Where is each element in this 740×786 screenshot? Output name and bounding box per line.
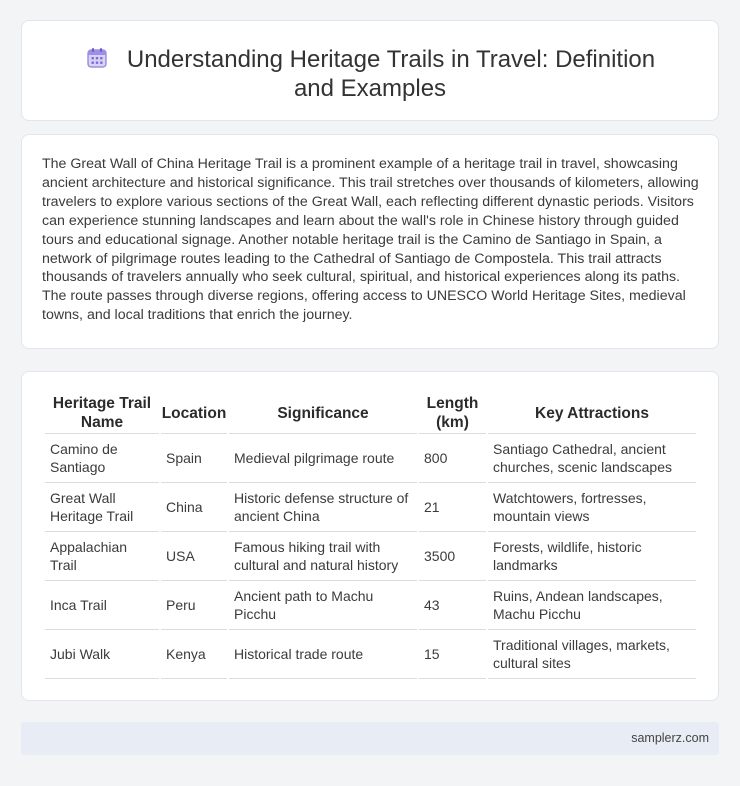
table-cell: Camino de Santiago (45, 434, 159, 483)
table-cell: Historic defense structure of ancient China (229, 483, 417, 532)
table-cell: Spain (161, 434, 227, 483)
table-header-row (45, 393, 696, 434)
table-cell: Historical trade route (229, 630, 417, 679)
table-cell: 3500 (419, 532, 486, 581)
table-cell: China (161, 483, 227, 532)
table-cell: Kenya (161, 630, 227, 679)
table-cell: Ruins, Andean landscapes, Machu Picchu (488, 581, 696, 630)
table-cell: Watchtowers, fortresses, mountain views (488, 483, 696, 532)
table-cell: Santiago Cathedral, ancient churches, scenic landscapes (488, 434, 696, 483)
table-row (45, 630, 696, 679)
column-header: Length (km) (419, 393, 486, 434)
page-title: Understanding Heritage Trails in Travel: Definition and Examples (126, 46, 656, 102)
table-cell: 21 (419, 483, 486, 532)
page-title-wrap (22, 45, 718, 103)
column-header: Key Attractions (488, 393, 696, 434)
table-row (45, 483, 696, 532)
heritage-trails-table (43, 393, 698, 679)
table-card (21, 371, 719, 701)
description-text: The Great Wall of China Heritage Trail is a prominent example of a heritage trail in travel, showcasing ancient architecture and historical significance. This trail stretches over thousands of kilometers, allowing travelers to explore various sections of the Great Wall, each reflecting different dynastic periods. Visitors can experience stunning landscapes and learn about the wall's role in Chinese history through guided tours and educational signage. Another notable heritage trail is the Camino de Santiago in Spain, a network of pilgrimage routes leading to the Cathedral of Santiago de Compostela. This trail attracts thousands of travelers annually who seek cultural, spiritual, and historical experiences along its paths. The route passes through diverse regions, offering access to UNESCO World Heritage Sites, medieval towns, and local traditions that enrich the journey. (42, 156, 699, 324)
description-card (21, 134, 719, 349)
table-cell: 800 (419, 434, 486, 483)
table-cell: Inca Trail (45, 581, 159, 630)
table-cell: 15 (419, 630, 486, 679)
table-row (45, 532, 696, 581)
table-cell: 43 (419, 581, 486, 630)
table-row (45, 434, 696, 483)
footer-site-link[interactable]: samplerz.com (631, 731, 709, 745)
calendar-icon (85, 46, 109, 70)
column-header: Significance (229, 393, 417, 434)
table-cell: USA (161, 532, 227, 581)
table-cell: Traditional villages, markets, cultural sites (488, 630, 696, 679)
column-header: Heritage Trail Name (45, 393, 159, 434)
title-card (21, 20, 719, 121)
table-cell: Medieval pilgrimage route (229, 434, 417, 483)
table-row (45, 581, 696, 630)
table-cell: Jubi Walk (45, 630, 159, 679)
table-cell: Great Wall Heritage Trail (45, 483, 159, 532)
table-cell: Famous hiking trail with cultural and natural history (229, 532, 417, 581)
footer-bar (21, 722, 719, 755)
column-header: Location (161, 393, 227, 434)
table-cell: Forests, wildlife, historic landmarks (488, 532, 696, 581)
table-cell: Ancient path to Machu Picchu (229, 581, 417, 630)
table-cell: Appalachian Trail (45, 532, 159, 581)
table-cell: Peru (161, 581, 227, 630)
